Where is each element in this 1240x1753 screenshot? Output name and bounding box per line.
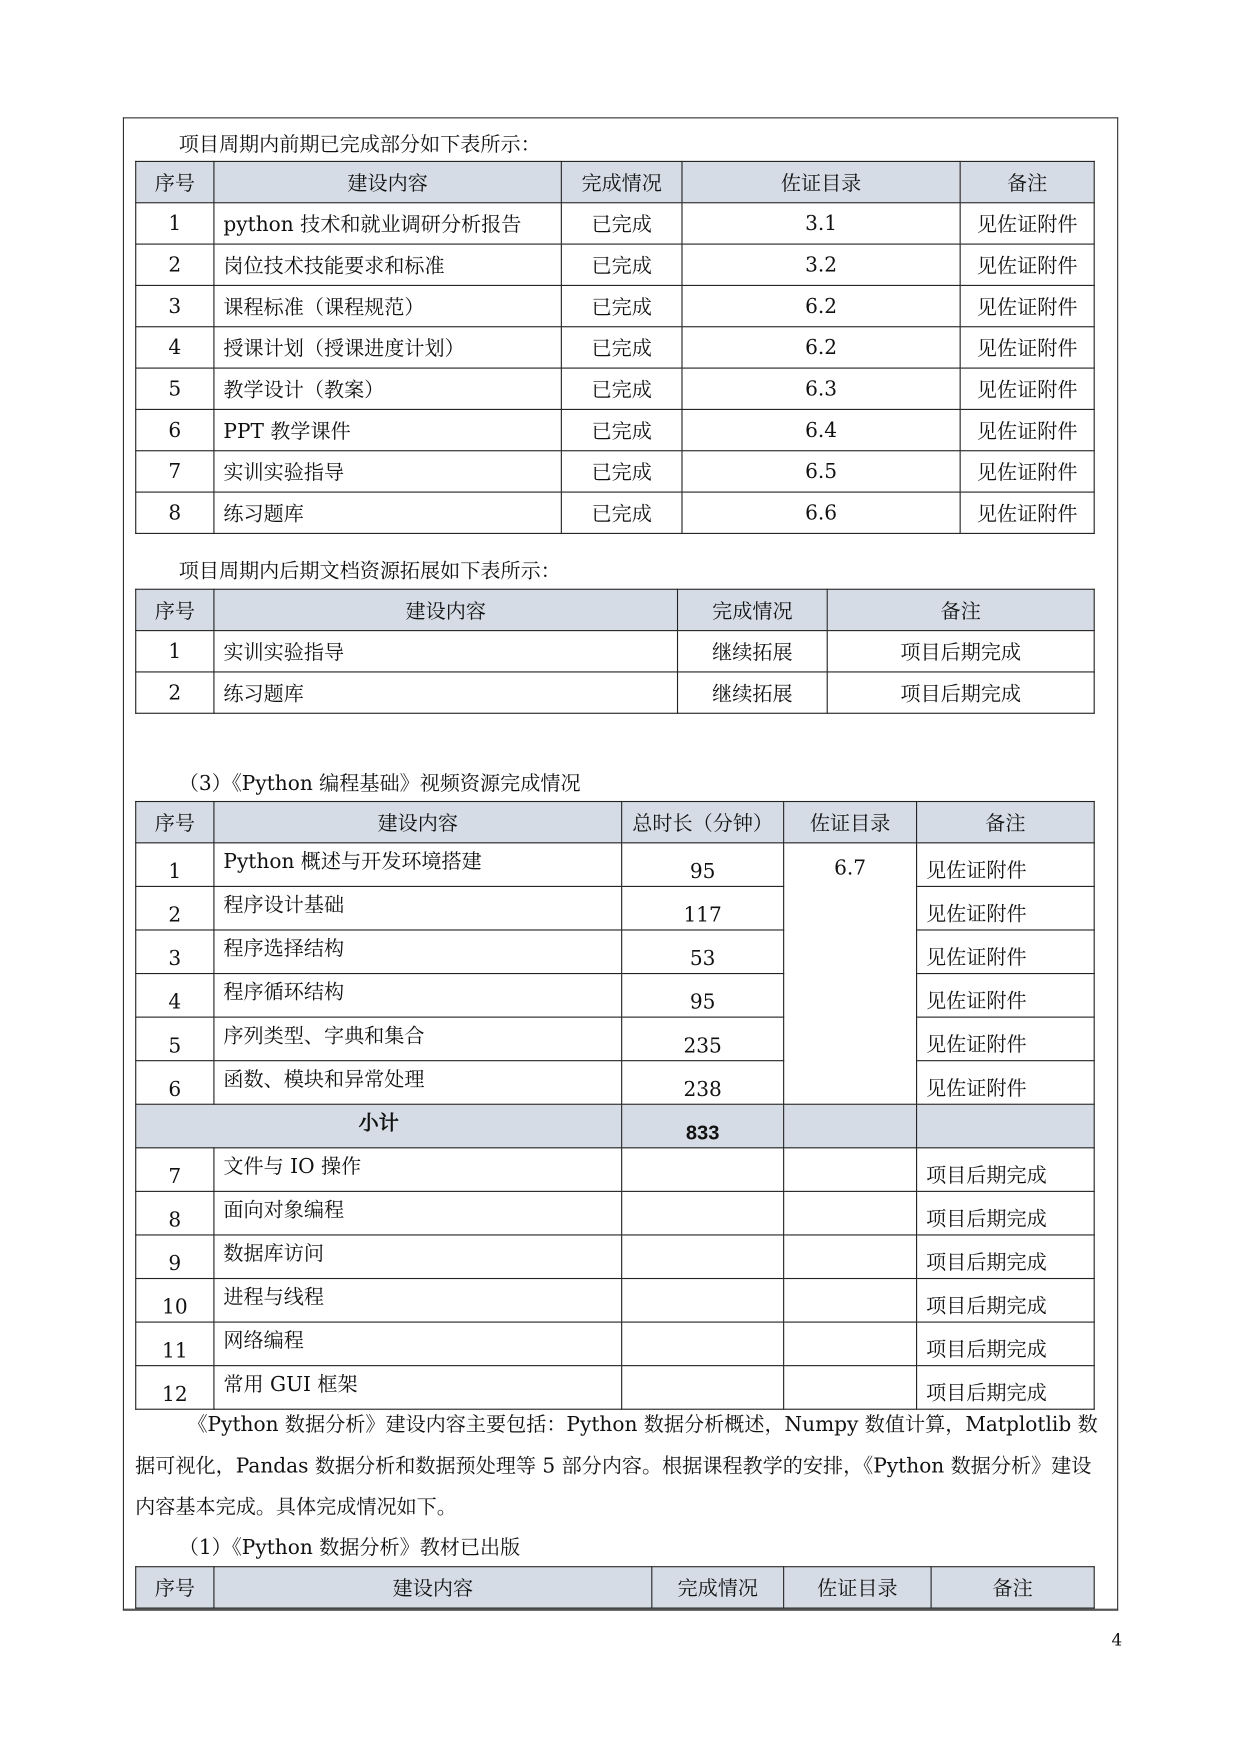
cell-index: 1 [136, 631, 214, 672]
cell-index: 8 [136, 1191, 214, 1235]
table-row [136, 285, 1094, 326]
cell-content: Python 概述与开发环境搭建 [214, 843, 622, 887]
cell-index: 11 [136, 1322, 214, 1366]
header-status: 完成情况 [561, 161, 682, 202]
cell-content: 教学设计（教案） [214, 368, 561, 409]
cell-index: 1 [136, 843, 214, 887]
cell-note: 项目后期完成 [827, 672, 1094, 713]
cell-evidence: 6.3 [682, 368, 960, 409]
cell-content: 程序设计基础 [214, 886, 622, 930]
completed-table [135, 161, 1095, 534]
subtotal-label: 小计 [136, 1104, 622, 1148]
table-row [136, 672, 1094, 713]
cell-note: 见佐证附件 [917, 1061, 1095, 1105]
cell-status: 继续拓展 [678, 631, 828, 672]
empty-cell [917, 1104, 1095, 1148]
header-note: 备注 [917, 802, 1095, 843]
cell-status: 已完成 [561, 368, 682, 409]
cell-content: 常用 GUI 框架 [214, 1366, 622, 1410]
cell-index: 4 [136, 974, 214, 1018]
cell-evidence: 6.2 [682, 285, 960, 326]
cell-duration: 117 [622, 886, 784, 930]
cell-index: 2 [136, 672, 214, 713]
cell-index: 3 [136, 285, 214, 326]
table-row [136, 492, 1094, 533]
cell-index: 10 [136, 1279, 214, 1323]
cell-note: 见佐证附件 [960, 368, 1094, 409]
header-evidence: 佐证目录 [682, 161, 960, 202]
cell-duration: 95 [622, 843, 784, 887]
table-row [136, 631, 1094, 672]
cell-content: PPT 教学课件 [214, 409, 561, 450]
cell-index: 7 [136, 1148, 214, 1192]
cell-index: 9 [136, 1235, 214, 1279]
section-video-heading: （3）《Python 编程基础》视频资源完成情况 [178, 771, 581, 796]
empty-cell [622, 1148, 784, 1192]
cell-content: 数据库访问 [214, 1235, 622, 1279]
table-row [136, 409, 1094, 450]
table-row [136, 1148, 1094, 1192]
cell-index: 8 [136, 492, 214, 533]
cell-evidence: 6.6 [682, 492, 960, 533]
intro-completed-text: 项目周期内前期已完成部分如下表所示： [178, 132, 541, 157]
subtotal-value: 833 [622, 1104, 784, 1148]
cell-index: 12 [136, 1366, 214, 1410]
cell-content: 函数、模块和异常处理 [214, 1061, 622, 1105]
cell-content: 实训实验指导 [214, 451, 561, 492]
cell-note: 见佐证附件 [960, 244, 1094, 285]
cell-status: 已完成 [561, 203, 682, 244]
cell-note: 项目后期完成 [917, 1235, 1095, 1279]
video-table [135, 801, 1095, 1410]
cell-duration: 53 [622, 930, 784, 974]
header-index: 序号 [136, 589, 214, 630]
cell-duration: 238 [622, 1061, 784, 1105]
cell-note: 见佐证附件 [917, 1017, 1095, 1061]
cell-note: 项目后期完成 [917, 1148, 1095, 1192]
table-row [136, 1061, 1094, 1105]
cell-content: 序列类型、字典和集合 [214, 1017, 622, 1061]
cell-content: python 技术和就业调研分析报告 [214, 203, 561, 244]
cell-note: 项目后期完成 [917, 1322, 1095, 1366]
cell-evidence: 6.5 [682, 451, 960, 492]
empty-cell [622, 1322, 784, 1366]
cell-note: 项目后期完成 [917, 1366, 1095, 1410]
cell-status: 已完成 [561, 492, 682, 533]
cell-content: 练习题库 [214, 672, 678, 713]
section-textbook-heading: （1）《Python 数据分析》教材已出版 [178, 1536, 521, 1560]
cell-status: 已完成 [561, 451, 682, 492]
cell-content: 程序循环结构 [214, 974, 622, 1018]
cell-note: 见佐证附件 [960, 492, 1094, 533]
cell-content: 网络编程 [214, 1322, 622, 1366]
cell-content: 程序选择结构 [214, 930, 622, 974]
header-content: 建设内容 [214, 802, 622, 843]
cell-note: 见佐证附件 [917, 930, 1095, 974]
empty-cell [784, 1104, 917, 1148]
header-note: 备注 [960, 161, 1094, 202]
header-index: 序号 [136, 802, 214, 843]
cell-note: 见佐证附件 [960, 327, 1094, 368]
cell-duration: 95 [622, 974, 784, 1018]
cell-content: 文件与 IO 操作 [214, 1148, 622, 1192]
empty-cell [622, 1279, 784, 1323]
cell-note: 项目后期完成 [827, 631, 1094, 672]
empty-cell [784, 1191, 917, 1235]
cell-status: 已完成 [561, 409, 682, 450]
cell-status: 已完成 [561, 285, 682, 326]
table-row [136, 930, 1094, 974]
header-content: 建设内容 [214, 1567, 652, 1608]
empty-cell [622, 1366, 784, 1410]
cell-content: 进程与线程 [214, 1279, 622, 1323]
cell-note: 见佐证附件 [960, 409, 1094, 450]
cell-index: 5 [136, 368, 214, 409]
cell-index: 4 [136, 327, 214, 368]
table-row [136, 886, 1094, 930]
later-docs-table [135, 589, 1095, 714]
cell-note: 见佐证附件 [917, 843, 1095, 887]
table-row [136, 203, 1094, 244]
table-row [136, 1279, 1094, 1323]
cell-evidence: 6.4 [682, 409, 960, 450]
cell-note: 见佐证附件 [960, 285, 1094, 326]
cell-index: 7 [136, 451, 214, 492]
cell-note: 见佐证附件 [917, 886, 1095, 930]
cell-status: 已完成 [561, 244, 682, 285]
cell-evidence: 6.2 [682, 327, 960, 368]
header-content: 建设内容 [214, 161, 561, 202]
table-row [136, 1235, 1094, 1279]
empty-cell [784, 1235, 917, 1279]
cell-note: 项目后期完成 [917, 1279, 1095, 1323]
header-note: 备注 [827, 589, 1094, 630]
table-row [136, 327, 1094, 368]
cell-note: 见佐证附件 [960, 203, 1094, 244]
cell-index: 6 [136, 409, 214, 450]
header-note: 备注 [931, 1567, 1094, 1608]
cell-content: 面向对象编程 [214, 1191, 622, 1235]
header-index: 序号 [136, 161, 214, 202]
body-paragraph: 《Python 数据分析》建设内容主要包括：Python 数据分析概述，Numpy 数值计算，Matplotlib 数据可视化，Pandas 数据分析和数据预处理等 5 部分内容。根据课程教学的安排，《Python 数据分析》建设内容基本完成。具体完成情况如下。 [135, 1413, 1098, 1520]
empty-cell [784, 1279, 917, 1323]
cell-evidence: 3.1 [682, 203, 960, 244]
header-status: 完成情况 [652, 1567, 784, 1608]
header-duration: 总时长（分钟） [622, 802, 784, 843]
cell-content: 授课计划（授课进度计划） [214, 327, 561, 368]
header-status: 完成情况 [678, 589, 828, 630]
table-row [136, 244, 1094, 285]
cell-index: 2 [136, 244, 214, 285]
table-row [136, 843, 1094, 887]
cell-index: 3 [136, 930, 214, 974]
intro-later-text: 项目周期内后期文档资源拓展如下表所示： [178, 559, 561, 584]
table-header-row [136, 802, 1094, 843]
table-row [136, 1322, 1094, 1366]
table-row [136, 1191, 1094, 1235]
cell-status: 已完成 [561, 327, 682, 368]
table-row [136, 974, 1094, 1018]
header-content: 建设内容 [214, 589, 678, 630]
cell-index: 1 [136, 203, 214, 244]
cell-index: 6 [136, 1061, 214, 1105]
textbook-table [135, 1566, 1095, 1608]
empty-cell [784, 1322, 917, 1366]
table-header-row [136, 1567, 1094, 1608]
page-number: 4 [1111, 1629, 1123, 1650]
header-evidence: 佐证目录 [784, 802, 917, 843]
cell-duration: 235 [622, 1017, 784, 1061]
cell-note: 见佐证附件 [960, 451, 1094, 492]
cell-note: 项目后期完成 [917, 1191, 1095, 1235]
empty-cell [784, 1366, 917, 1410]
table-header-row [136, 161, 1094, 202]
cell-index: 2 [136, 886, 214, 930]
header-index: 序号 [136, 1567, 214, 1608]
table-row [136, 368, 1094, 409]
empty-cell [622, 1191, 784, 1235]
cell-content: 岗位技术技能要求和标准 [214, 244, 561, 285]
cell-evidence: 3.2 [682, 244, 960, 285]
cell-content: 课程标准（课程规范） [214, 285, 561, 326]
cell-note: 见佐证附件 [917, 974, 1095, 1018]
empty-cell [784, 1148, 917, 1192]
table-row [136, 451, 1094, 492]
cell-content: 练习题库 [214, 492, 561, 533]
cell-content: 实训实验指导 [214, 631, 678, 672]
cell-status: 继续拓展 [678, 672, 828, 713]
table-header-row [136, 589, 1094, 630]
empty-cell [622, 1235, 784, 1279]
cell-index: 5 [136, 1017, 214, 1061]
subtotal-row [136, 1104, 1094, 1148]
table-row [136, 1017, 1094, 1061]
header-evidence: 佐证目录 [784, 1567, 931, 1608]
table-row [136, 1366, 1094, 1410]
cell-evidence: 6.7 [784, 843, 917, 1104]
